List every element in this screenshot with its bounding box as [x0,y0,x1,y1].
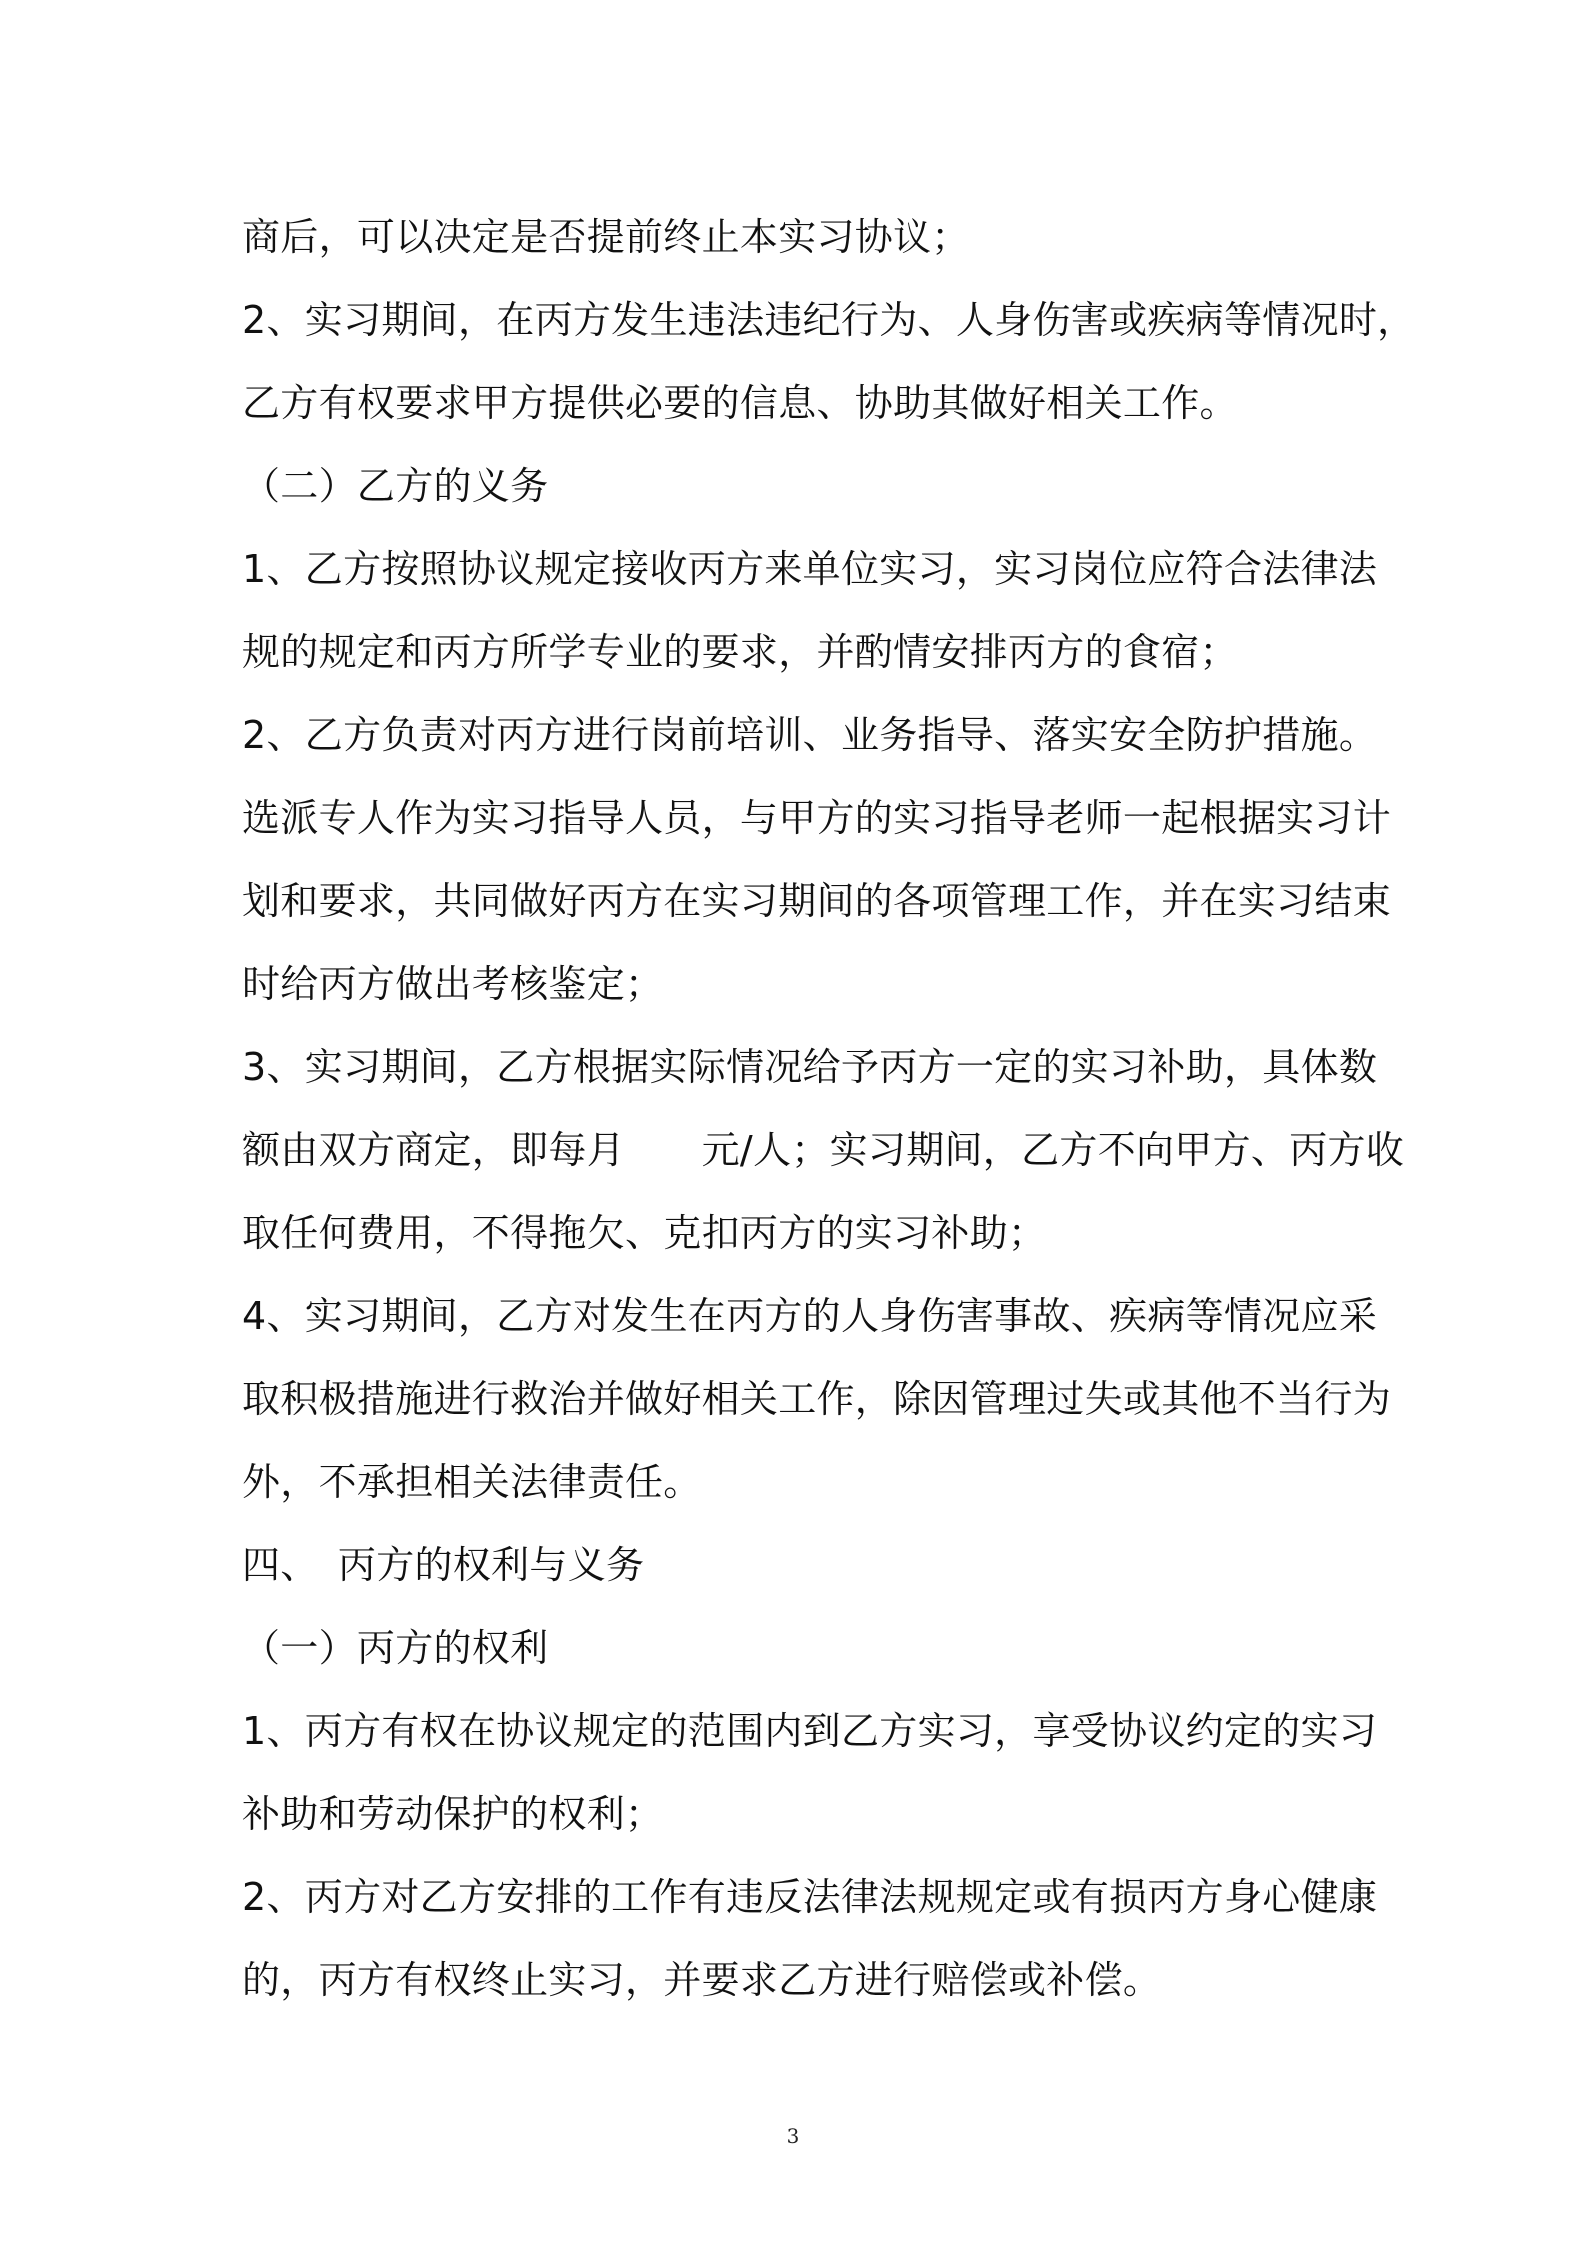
paragraph-line: 时给丙方做出考核鉴定； [242,962,664,1006]
chapter-heading: 四、 丙方的权利与义务 [242,1543,645,1587]
paragraph-line: 2、乙方负责对丙方进行岗前培训、业务指导、落实安全防护措施。 [242,713,1378,757]
paragraph-line: 2、实习期间，在丙方发生违法违纪行为、人身伤害或疾病等情况时， [242,298,1416,342]
paragraph-line: 1、乙方按照协议规定接收丙方来单位实习，实习岗位应符合法律法 [242,547,1378,591]
paragraph-line: 的，丙方有权终止实习，并要求乙方进行赔偿或补偿。 [242,1958,1162,2002]
paragraph-line: 3、实习期间，乙方根据实际情况给予丙方一定的实习补助，具体数 [242,1045,1378,1089]
section-heading: （二）乙方的义务 [242,464,549,508]
paragraph-line: 取任何费用，不得拖欠、克扣丙方的实习补助； [242,1211,1047,1255]
paragraph-line: 补助和劳动保护的权利； [242,1792,664,1836]
paragraph-line: 选派专人作为实习指导人员，与甲方的实习指导老师一起根据实习计 [242,796,1392,840]
paragraph-line: 2、丙方对乙方安排的工作有违反法律法规规定或有损丙方身心健康 [242,1875,1378,1919]
paragraph-line: 额由双方商定，即每月 元/人；实习期间，乙方不向甲方、丙方收 [242,1128,1405,1172]
paragraph-line: 划和要求，共同做好丙方在实习期间的各项管理工作，并在实习结束 [242,879,1392,923]
paragraph-line: 商后，可以决定是否提前终止本实习协议； [242,215,970,259]
paragraph-line: 乙方有权要求甲方提供必要的信息、协助其做好相关工作。 [242,381,1238,425]
paragraph-line: 1、丙方有权在协议规定的范围内到乙方实习，享受协议约定的实习 [242,1709,1378,1753]
paragraph-line: 取积极措施进行救治并做好相关工作，除因管理过失或其他不当行为 [242,1377,1392,1421]
paragraph-line: 4、实习期间，乙方对发生在丙方的人身伤害事故、疾病等情况应采 [242,1294,1378,1338]
page-number: 3 [786,2124,800,2148]
document-body [242,196,1416,2022]
section-heading: （一）丙方的权利 [242,1626,549,1670]
paragraph-line: 规的规定和丙方所学专业的要求，并酌情安排丙方的食宿； [242,630,1238,674]
paragraph-line: 外，不承担相关法律责任。 [242,1460,702,1504]
